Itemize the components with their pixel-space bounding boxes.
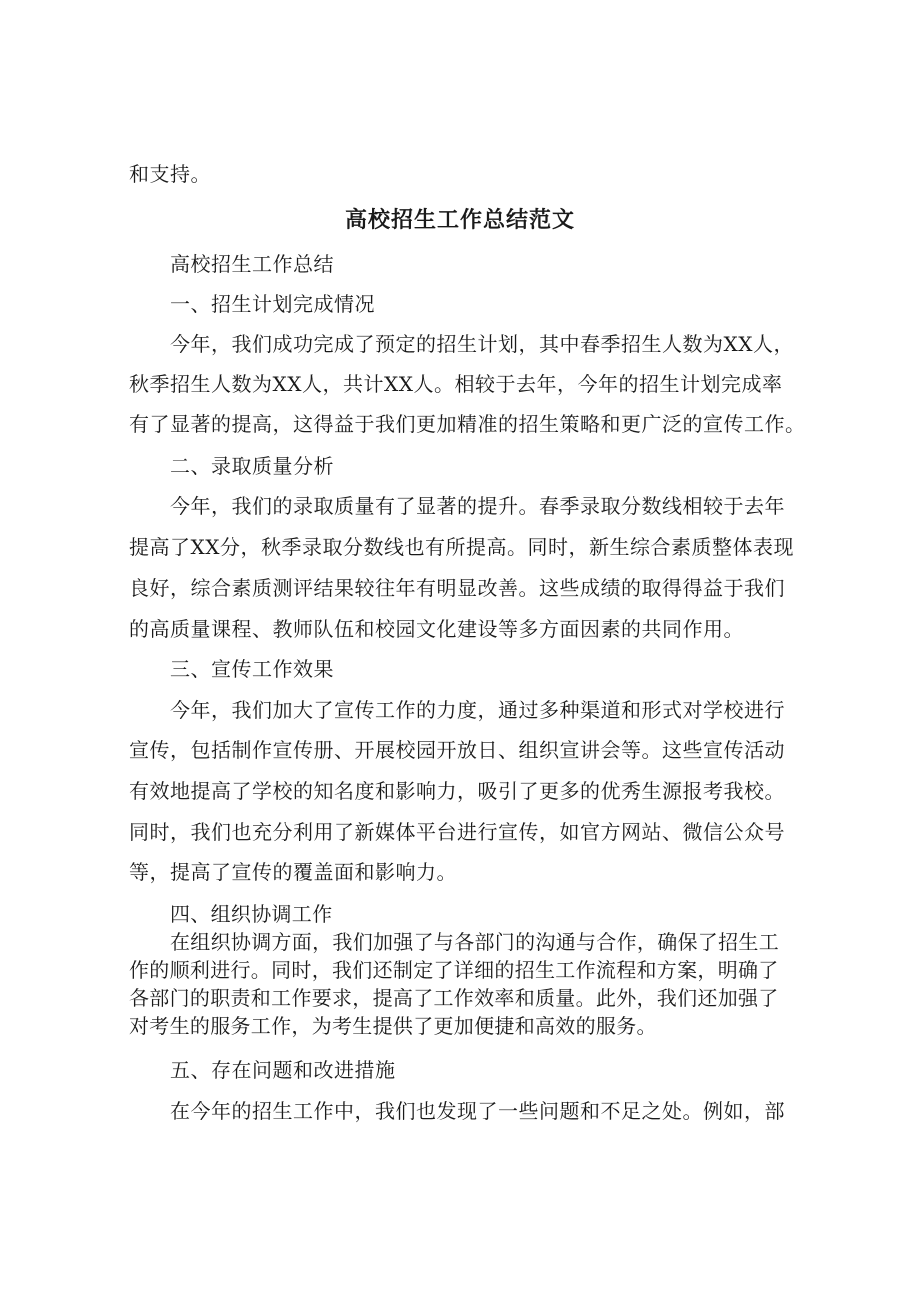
paragraph-line: 作的顺利进行。同时，我们还制定了详细的招生工作流程和方案，明确了 — [129, 958, 779, 982]
paragraph-line: 的高质量课程、教师队伍和校园文化建设等多方面因素的共同作用。 — [129, 617, 744, 641]
paragraph-line: 良好，综合素质测评结果较往年有明显改善。这些成绩的取得得益于我们 — [129, 576, 785, 600]
paragraph-line: 在组织协调方面，我们加强了与各部门的沟通与合作，确保了招生工 — [170, 930, 779, 954]
paragraph-line: 有了显著的提高，这得益于我们更加精准的招生策略和更广泛的宣传工作。 — [129, 412, 806, 436]
section-heading: 四、组织协调工作 — [170, 902, 333, 926]
paragraph-line: 同时，我们也充分利用了新媒体平台进行宣传，如官方网站、微信公众号 — [129, 820, 785, 844]
section-heading: 五、存在问题和改进措施 — [170, 1058, 396, 1082]
paragraph-line: 在今年的招生工作中，我们也发现了一些问题和不足之处。例如，部 — [170, 1099, 785, 1123]
section-heading: 一、招生计划完成情况 — [170, 292, 375, 316]
paragraph-line: 对考生的服务工作，为考生提供了更加便捷和高效的服务。 — [129, 1014, 657, 1038]
section-heading: 二、录取质量分析 — [170, 454, 334, 478]
previous-text-tail: 和支持。 — [129, 162, 211, 186]
paragraph-line: 今年，我们加大了宣传工作的力度，通过多种渠道和形式对学校进行 — [170, 698, 785, 722]
paragraph-line: 各部门的职责和工作要求，提高了工作效率和质量。此外，我们还加强了 — [129, 986, 779, 1010]
section-heading: 三、宣传工作效果 — [170, 657, 334, 681]
paragraph-line: 有效地提高了学校的知名度和影响力，吸引了更多的优秀生源报考我校。 — [129, 779, 785, 803]
paragraph-line: 提高了XX分，秋季录取分数线也有所提高。同时，新生综合素质整体表现 — [129, 535, 794, 559]
paragraph-line: 宣传，包括制作宣传册、开展校园开放日、组织宣讲会等。这些宣传活动 — [129, 738, 785, 762]
paragraph-line: 秋季招生人数为XX人，共计XX人。相较于去年，今年的招生计划完成率 — [129, 372, 783, 396]
document-title: 高校招生工作总结范文 — [344, 207, 575, 233]
document-subtitle: 高校招生工作总结 — [170, 252, 334, 276]
paragraph-line: 等，提高了宣传的覆盖面和影响力。 — [129, 860, 457, 884]
paragraph-line: 今年，我们的录取质量有了显著的提升。春季录取分数线相较于去年 — [170, 494, 785, 518]
paragraph-line: 今年，我们成功完成了预定的招生计划，其中春季招生人数为XX人， — [170, 332, 794, 356]
